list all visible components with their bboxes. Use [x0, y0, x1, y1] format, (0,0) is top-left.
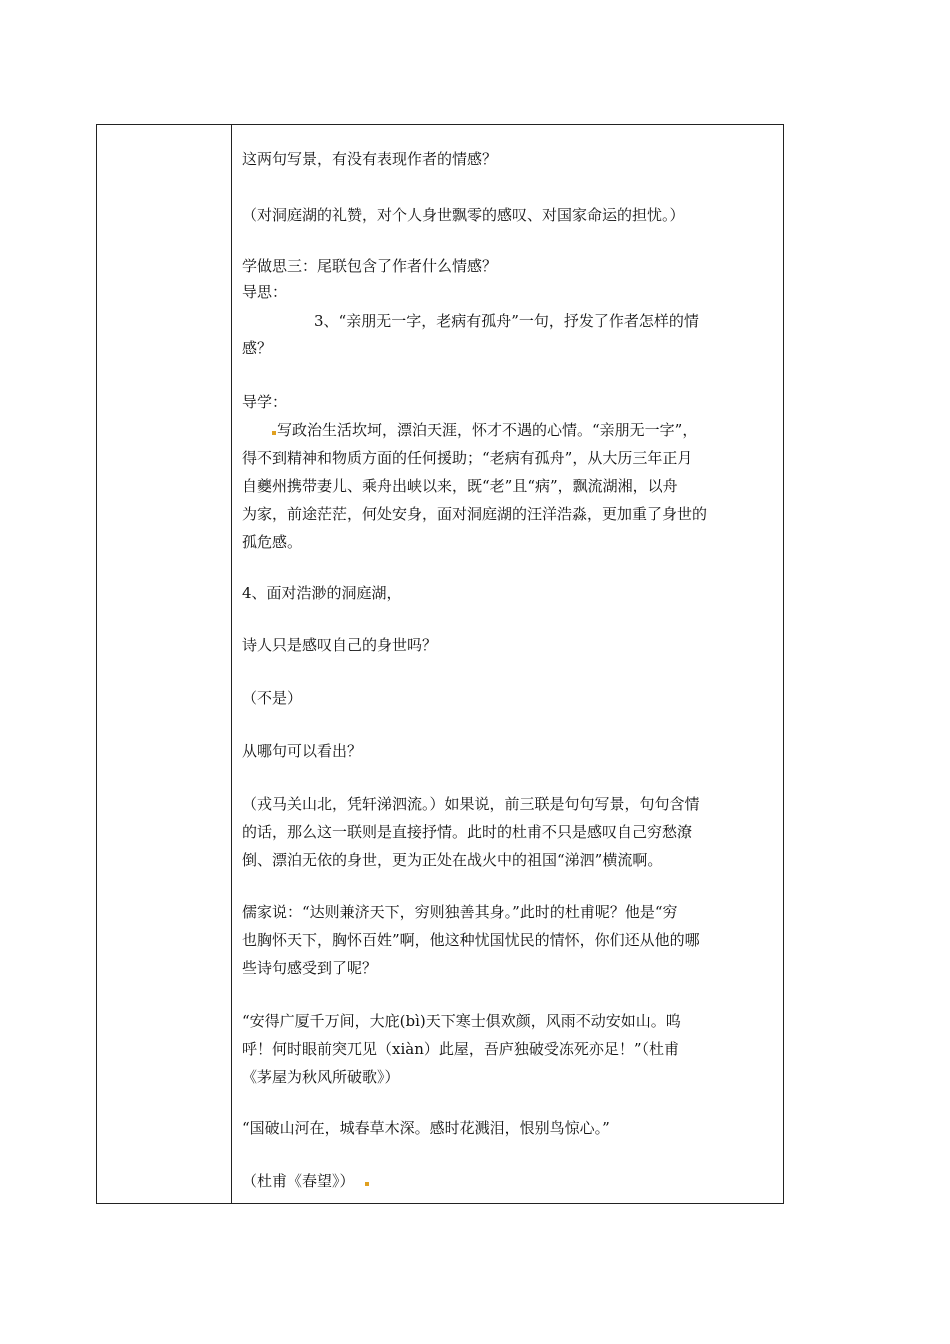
paragraph: 导学： — [242, 393, 288, 411]
paragraph: 这两句写景，有没有表现作者的情感？ — [242, 150, 498, 168]
paragraph: 些诗句感受到了呢？ — [242, 959, 378, 977]
paragraph: “安得广厦千万间，大庇(bì)天下寒士俱欢颜，风雨不动安如山。呜 — [242, 1012, 681, 1030]
content-column — [232, 125, 783, 1203]
paragraph: 从哪句可以看出？ — [242, 742, 363, 760]
paragraph: 自夔州携带妻儿、乘舟出峡以来，既“老”且“病”，飘流湖湘，以舟 — [242, 477, 678, 495]
lesson-table — [96, 124, 784, 1204]
paragraph: （不是） — [242, 689, 303, 707]
paragraph: 的话，那么这一联则是直接抒情。此时的杜甫不只是感叹自己穷愁潦 — [242, 823, 693, 841]
paragraph: （对洞庭湖的礼赞，对个人身世飘零的感叹、对国家命运的担忧。） — [242, 206, 685, 224]
paragraph: “国破山河在，城春草木深。感时花溅泪，恨别鸟惊心。” — [242, 1119, 610, 1137]
paragraph: 写政治生活坎坷，漂泊天涯，怀才不遇的心情。“亲朋无一字”， — [272, 419, 697, 441]
left-column — [97, 125, 232, 1203]
paragraph: 3、“亲朋无一字，老病有孤舟”一句，抒发了作者怎样的情 — [314, 312, 699, 330]
paragraph: 倒、漂泊无依的身世，更为正处在战火中的祖国“涕泗”横流啊。 — [242, 851, 663, 869]
paragraph: 儒家说：“达则兼济天下，穷则独善其身。”此时的杜甫呢？他是“穷 — [242, 903, 678, 921]
paragraph: 感？ — [242, 339, 273, 357]
paragraph: 学做思三：尾联包含了作者什么情感？ — [242, 257, 498, 275]
paragraph: 4、面对浩渺的洞庭湖， — [242, 584, 402, 602]
paragraph: 为家，前途茫茫，何处安身，面对洞庭湖的汪洋浩淼，更加重了身世的 — [242, 505, 708, 523]
paragraph: 呼！何时眼前突兀见（xiàn）此屋，吾庐独破受冻死亦足！”（杜甫 — [242, 1040, 680, 1058]
paragraph: 得不到精神和物质方面的任何援助；“老病有孤舟”，从大历三年正月 — [242, 449, 693, 467]
paragraph: （戎马关山北，凭轩涕泗流。）如果说，前三联是句句写景，句句含情 — [242, 795, 700, 813]
paragraph: 《茅屋为秋风所破歌》） — [242, 1068, 400, 1086]
paragraph: 诗人只是感叹自己的身世吗？ — [242, 636, 438, 654]
paragraph: 导思： — [242, 283, 288, 301]
edit-mark — [272, 431, 276, 435]
paragraph: 也胸怀天下，胸怀百姓”啊，他这种忧国忧民的情怀，你们还从他的哪 — [242, 931, 700, 949]
edit-mark — [365, 1182, 369, 1186]
paragraph: （杜甫《春望》） — [242, 1170, 370, 1192]
paragraph: 孤危感。 — [242, 533, 303, 551]
